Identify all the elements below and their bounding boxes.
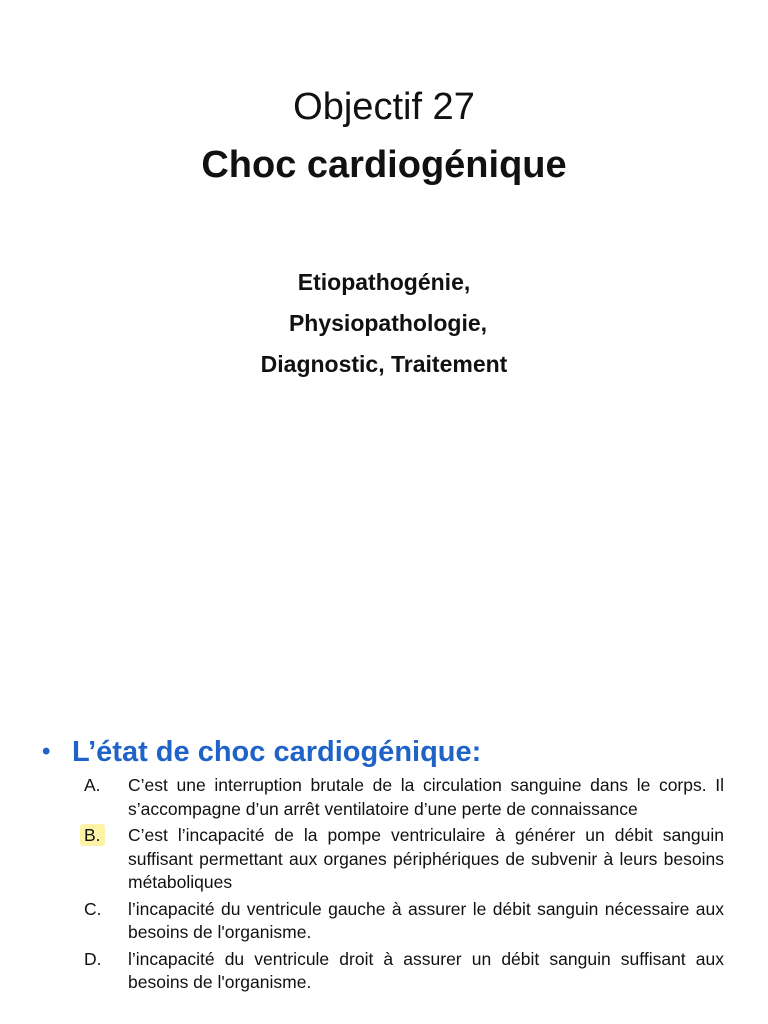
slide-subtitle: [0, 262, 768, 385]
objective-number: Objectif 27: [293, 86, 475, 128]
answer-option-b: [84, 824, 724, 895]
question-heading-text: L’état de choc cardiogénique:: [72, 736, 482, 768]
answer-options: [84, 774, 724, 998]
subtitle-line: Physiopathologie,: [288, 310, 488, 336]
option-letter: D.: [84, 948, 102, 969]
option-text: C’est une interruption brutale de la circulation sanguine dans le corps. Il s’accompagne d’un arrêt ventilatoire d’une perte de connaissance: [128, 775, 724, 819]
option-text: l’incapacité du ventricule droit à assurer un débit sanguin suffisant aux besoins de l'organisme.: [128, 948, 724, 992]
question-slide: [0, 720, 768, 1024]
option-letter: C.: [84, 898, 102, 919]
answer-option-a: [84, 774, 724, 821]
question-heading: [42, 732, 742, 772]
answer-option-d: [84, 948, 724, 995]
subtitle-line: Etiopathogénie,: [297, 269, 471, 295]
bullet-icon: •: [42, 738, 51, 765]
slide-title: Choc cardiogénique: [201, 144, 567, 186]
option-letter: A.: [84, 775, 101, 795]
option-letter-highlighted: B.: [80, 824, 105, 846]
answer-option-c: [84, 898, 724, 945]
option-text: C’est l’incapacité de la pompe ventriculaire à générer un débit sanguin suffisant permettant aux organes périphériques de subvenir à leurs besoins métaboliques: [128, 825, 724, 892]
subtitle-line: Diagnostic, Traitement: [260, 351, 508, 377]
option-text: l’incapacité du ventricule gauche à assurer le débit sanguin nécessaire aux besoins de l'organisme.: [128, 898, 724, 942]
